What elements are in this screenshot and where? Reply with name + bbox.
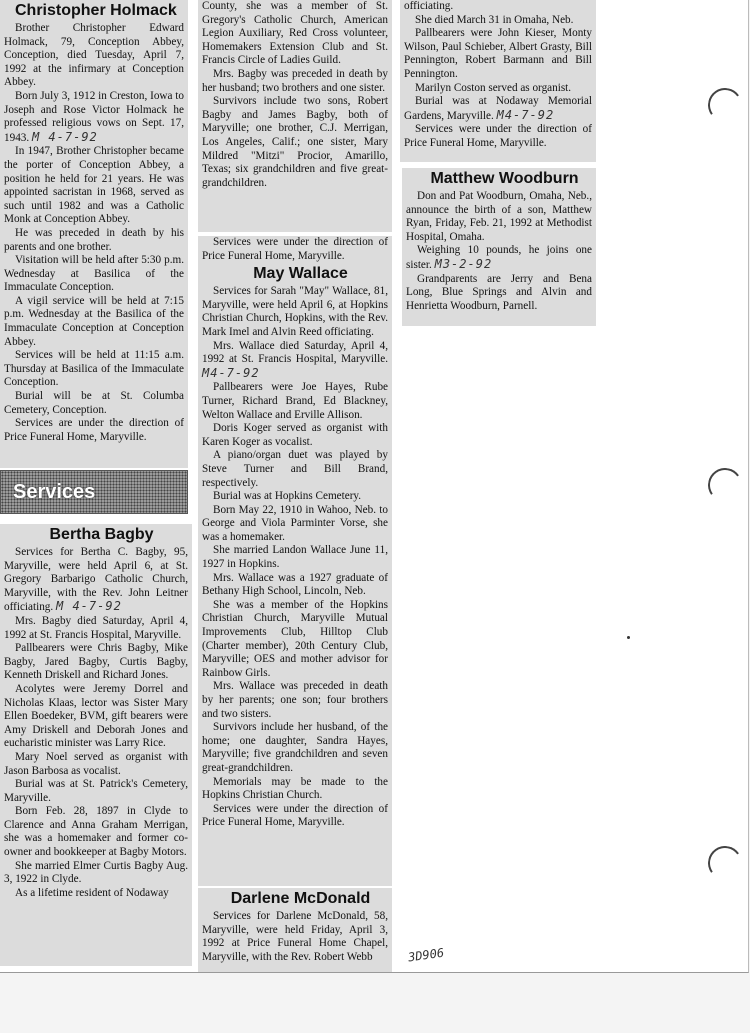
mcdonald-p1: Services for Darlene McDonald, 58, Maryville, were held Friday, April 3, 1992 at Price Funeral Home Chapel, Maryville, with the Rev. Robert Webb xyxy=(202,910,388,963)
mcdonald-headline: Darlene McDonald xyxy=(230,890,371,907)
wallace-p12: Survivors include her husband, of the home; one daughter, Sandra Hayes, Maryville; five grandchildren and seven great-grandchildren. xyxy=(202,721,388,774)
wallace-p5: A piano/organ duet was played by Steve Turner and Bill Brand, respectively. xyxy=(202,449,388,489)
binder-hole-top xyxy=(705,85,744,124)
wallace-obituary xyxy=(198,236,392,886)
mcdonald-cont-p1: officiating. xyxy=(404,0,454,12)
woodburn-p3: Grandparents are Jerry and Bena Long, Blue Springs and Alvin and Henrietta Woodburn, Parnell. xyxy=(406,272,592,312)
bagby-p7: Born Feb. 28, 1897 in Clyde to Clarence and Anna Graham Merrigan, she was a homemaker and former co-owner and bookkeeper at Bagby Motors. xyxy=(4,805,188,859)
wallace-headline: May Wallace xyxy=(253,265,348,283)
bagby-p2: Mrs. Bagby died Saturday, April 4, 1992 at St. Francis Hospital, Maryville. xyxy=(4,614,188,641)
bagby-p5: Mary Noel served as organist with Jason Barbosa as vocalist. xyxy=(4,750,188,777)
bagby-p3: Pallbearers were Chris Bagby, Mike Bagby, Jared Bagby, Curtis Bagby, Kenneth Driskell and Richard Jones. xyxy=(4,642,188,682)
woodburn-birth-notice xyxy=(402,168,596,326)
bagby-headline: Bertha Bagby xyxy=(49,526,154,543)
wallace-p7: Born May 22, 1910 in Wahoo, Neb. to George and Viola Parminter Vorse, she was a homemaker. xyxy=(202,503,388,543)
holmack-p2: Born July 3, 1912 in Creston, Iowa to Joseph and Rose Victor Holmack he professed religious vows on Sept. 17, 1943. M 4-7-92 xyxy=(4,89,184,144)
holmack-p8: Burial will be at St. Columba Cemetery, Conception. xyxy=(4,390,184,416)
bagby-p9: As a lifetime resident of Nodaway xyxy=(15,886,169,899)
archive-handwritten-mark: 3D906 xyxy=(407,945,445,965)
woodburn-handwritten-date: M3-2-92 xyxy=(434,256,493,271)
bagby-cont-p4: Services were under the direction of Price Funeral Home, Maryville. xyxy=(202,236,388,262)
mcdonald-cont-p6: Services were under the direction of Price Funeral Home, Maryville. xyxy=(404,123,592,149)
holmack-headline: Christopher Holmack xyxy=(15,2,177,19)
holmack-p1: Brother Christopher Edward Holmack, 79, Conception Abbey, Conception, died Tuesday, April 7, 1992 at the infirmary at Conception Abbey. xyxy=(4,22,184,89)
bagby-obituary xyxy=(0,524,192,966)
binder-hole-middle xyxy=(705,465,744,504)
wallace-p14: Services were under the direction of Price Funeral Home, Maryville. xyxy=(202,802,388,829)
wallace-handwritten-date: M4-7-92 xyxy=(202,365,260,380)
bagby-p4: Acolytes were Jeremy Dorrel and Nicholas Klaas, lector was Sister Mary Ellen Boedeker, BVM, gift bearers were Amy Driskell and Deborah Jones and eucharistic minister was Larry Rice. xyxy=(4,682,188,750)
bagby-handwritten-date: M 4-7-92 xyxy=(56,599,122,614)
mcdonald-cont-p2: She died March 31 in Omaha, Neb. xyxy=(415,13,574,26)
wallace-p9: Mrs. Wallace was a 1927 graduate of Bethany High School, Lincoln, Neb. xyxy=(202,571,388,598)
holmack-handwritten-date: M 4-7-92 xyxy=(31,129,98,144)
mcdonald-cont-p3: Pallbearers were John Kieser, Monty Wilson, Paul Schieber, Albert Grasty, Bill Pennington, Robert Barmann and Bill Pennington. xyxy=(404,27,592,80)
bagby-p1: Services for Bertha C. Bagby, 95, Maryville, were held April 6, at St. Gregory Barbarigo Catholic Church, Maryville, with the Rev. John Leitner officiating. M 4-7-92 xyxy=(4,546,188,614)
woodburn-headline: Matthew Woodburn xyxy=(430,170,579,187)
holmack-obituary xyxy=(0,0,188,468)
holmack-p4: He was preceded in death by his parents and one brother. xyxy=(4,226,184,253)
bagby-continued xyxy=(198,0,392,232)
wallace-p10: She was a member of the Hopkins Christian Church, Maryville Mutual Improvements Club, Hilltop Club (Charter member), 20th Century Club, Maryville; OES and mother advisor for Rainbow Girls. xyxy=(202,598,388,679)
woodburn-p1: Don and Pat Woodburn, Omaha, Neb., announce the birth of a son, Matthew Ryan, Friday, Feb. 21, 1992 at Methodist Hospital, Omaha. xyxy=(406,190,592,243)
wallace-p3: Pallbearers were Joe Hayes, Rube Turner, Richard Brand, Ed Blackney, Welton Wallace and Erville Allison. xyxy=(202,381,388,421)
bagby-cont-p1: County, she was a member of St. Gregory's Catholic Church, American Legion Auxiliary, Red Cross volunteer, Homemakers Extension Club and St. Francis Circle of Ladies Guild. xyxy=(202,0,388,67)
holmack-p6: A vigil service will be held at 7:15 p.m. Wednesday at the Basilica of the Immaculate Conception at Conception Abbey. xyxy=(4,294,184,348)
wallace-p4: Doris Koger served as organist with Karen Koger as vocalist. xyxy=(202,422,388,448)
wallace-p11: Mrs. Wallace was preceded in death by her parents; one son; four brothers and two sisters. xyxy=(202,680,388,720)
bagby-p8: She married Elmer Curtis Bagby Aug. 3, 1922 in Clyde. xyxy=(4,859,188,886)
mcdonald-handwritten-date: M4-7-92 xyxy=(496,107,555,122)
holmack-p3: In 1947, Brother Christopher became the porter of Conception Abbey, a position he held for 21 years. He was appointed sacristan in 1968, served as such until 1982 and was a Catholic Monk at Conception Abbey. xyxy=(4,145,184,226)
binder-hole-bottom xyxy=(705,843,744,882)
holmack-p5: Visitation will be held after 5:30 p.m. Wednesday at Basilica of the Immaculate Conception. xyxy=(4,254,184,294)
mcdonald-cont-p5: Burial was at Nodaway Memorial Gardens, Maryville. M4-7-92 xyxy=(404,95,592,122)
mcdonald-cont-p4: Marilyn Coston served as organist. xyxy=(415,81,572,94)
bagby-p6: Burial was at St. Patrick's Cemetery, Maryville. xyxy=(4,778,188,804)
wallace-p1: Services for Sarah "May" Wallace, 81, Maryville, were held April 6, at Hopkins Christian Church, Hopkins, with the Rev. Mark Imel and Alvin Reed officiating. xyxy=(202,285,388,338)
services-banner xyxy=(0,470,188,514)
holmack-p9: Services are under the direction of Price Funeral Home, Maryville. xyxy=(4,417,184,443)
woodburn-p2: Weighing 10 pounds, he joins one sister. M3-2-92 xyxy=(406,244,592,271)
bagby-cont-p3: Survivors include two sons, Robert Bagby and James Bagby, both of Maryville; one brother, C.J. Merrigan, Los Angeles, Calif.; one sister, Mary Mildred "Mitzi" Procior, Amarillo, Texas; six grandchildren and five great-grandchildren. xyxy=(202,95,388,189)
bagby-cont-p2: Mrs. Bagby was preceded in death by her husband; two brothers and one sister. xyxy=(202,67,388,94)
mcdonald-obituary xyxy=(198,888,392,972)
holmack-p7: Services will be held at 11:15 a.m. Thursday at Basilica of the Immaculate Conception. xyxy=(4,349,184,389)
mcdonald-continued xyxy=(400,0,596,162)
services-banner-label: Services xyxy=(13,481,96,503)
wallace-p8: She married Landon Wallace June 11, 1927 in Hopkins. xyxy=(202,544,388,571)
scan-speck xyxy=(627,636,630,639)
wallace-p2: Mrs. Wallace died Saturday, April 4, 1992 at St. Francis Hospital, Maryville. M4-7-92 xyxy=(202,339,388,380)
wallace-p13: Memorials may be made to the Hopkins Christian Church. xyxy=(202,775,388,802)
wallace-p6: Burial was at Hopkins Cemetery. xyxy=(213,490,362,503)
